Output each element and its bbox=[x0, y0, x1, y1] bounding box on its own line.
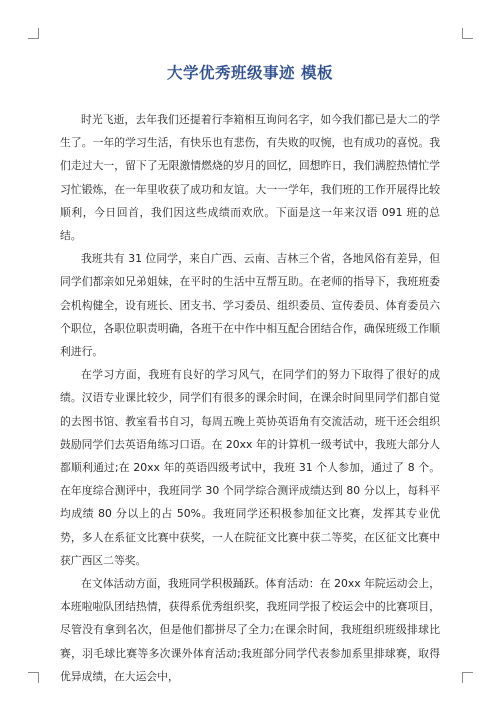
document-title: 大学优秀班级事迹 模板 bbox=[167, 64, 333, 82]
paragraph-intro: 时光飞逝，去年我们还提着行李箱相互询问名字，如今我们都已是大二的学生了。一年的学习生活，有快乐也有悲伤，有失败的叹惋，也有成功的喜悦。我们走过大一，留下了无限激情燃烧的岁月的回忆，回想昨日，我们满腔热情忙学习忙锻炼，在一年里收获了成功和友谊。大一一学年，我们班的工作开展得比较顺利，今日回首，我们因这些成绩而欢欣。下面是这一年来汉语 091 班的总结。 bbox=[60, 113, 440, 243]
crop-mark-bottom-right bbox=[462, 672, 473, 683]
paragraph-activities: 在文体活动方面，我班同学积极踊跃。体育活动：在 20xx 年院运动会上，本班啦啦队团结热情，获得系优秀组织奖，我班同学报了校运会中的比赛项目，尽管没有拿到名次，但是他们都拼尽了全力;在课余时间，我班组织班级排球比赛，羽毛球比赛等多次课外体育活动;我班部分同学代表参加系里排球赛，取得优异成绩，在大运会中， bbox=[60, 577, 440, 683]
crop-mark-bottom-left bbox=[28, 672, 39, 683]
crop-mark-top-left bbox=[28, 28, 39, 39]
crop-mark-top-right bbox=[462, 28, 473, 39]
paragraph-study: 在学习方面，我班有良好的学习风气，在同学们的努力下取得了很好的成绩。汉语专业课比较少，同学们有很多的课余时间，在课余时间里同学们都自觉的去图书馆、教室看书自习，每周五晚上英协英语角有交流活动，班干还会组织鼓励同学们去英语角练习口语。在 20xx 年的计算机一级考试中，我班大部分人都顺利通过;在 20xx 年的英语四级考试中，我班 31 个人参加，通过了 8 个。在年度综合测评中，我班同学 30 个同学综合测评成绩达到 80 分以上，每科平均成绩 80 分以上的占 50%。我班同学还积极参加征文比赛，发挥其专业优势，多人在系征文比赛中获奖，一人在院征文比赛中获二等奖，在区征文比赛中获广西区二等奖。 bbox=[60, 368, 440, 567]
paragraph-class-overview: 我班共有 31 位同学，来自广西、云南、吉林三个省，各地风俗有差异，但同学们都亲如兄弟姐妹，在平时的生活中互帮互助。在老师的指导下，我班班委会机构健全，设有班长、团支书、学习委员、组织委员、宣传委员、体育委员六个职位，各职位职责明确，各班干在中作中相互配合团结合作，确保班级工作顺利进行。 bbox=[60, 252, 440, 359]
document-body bbox=[60, 108, 440, 688]
